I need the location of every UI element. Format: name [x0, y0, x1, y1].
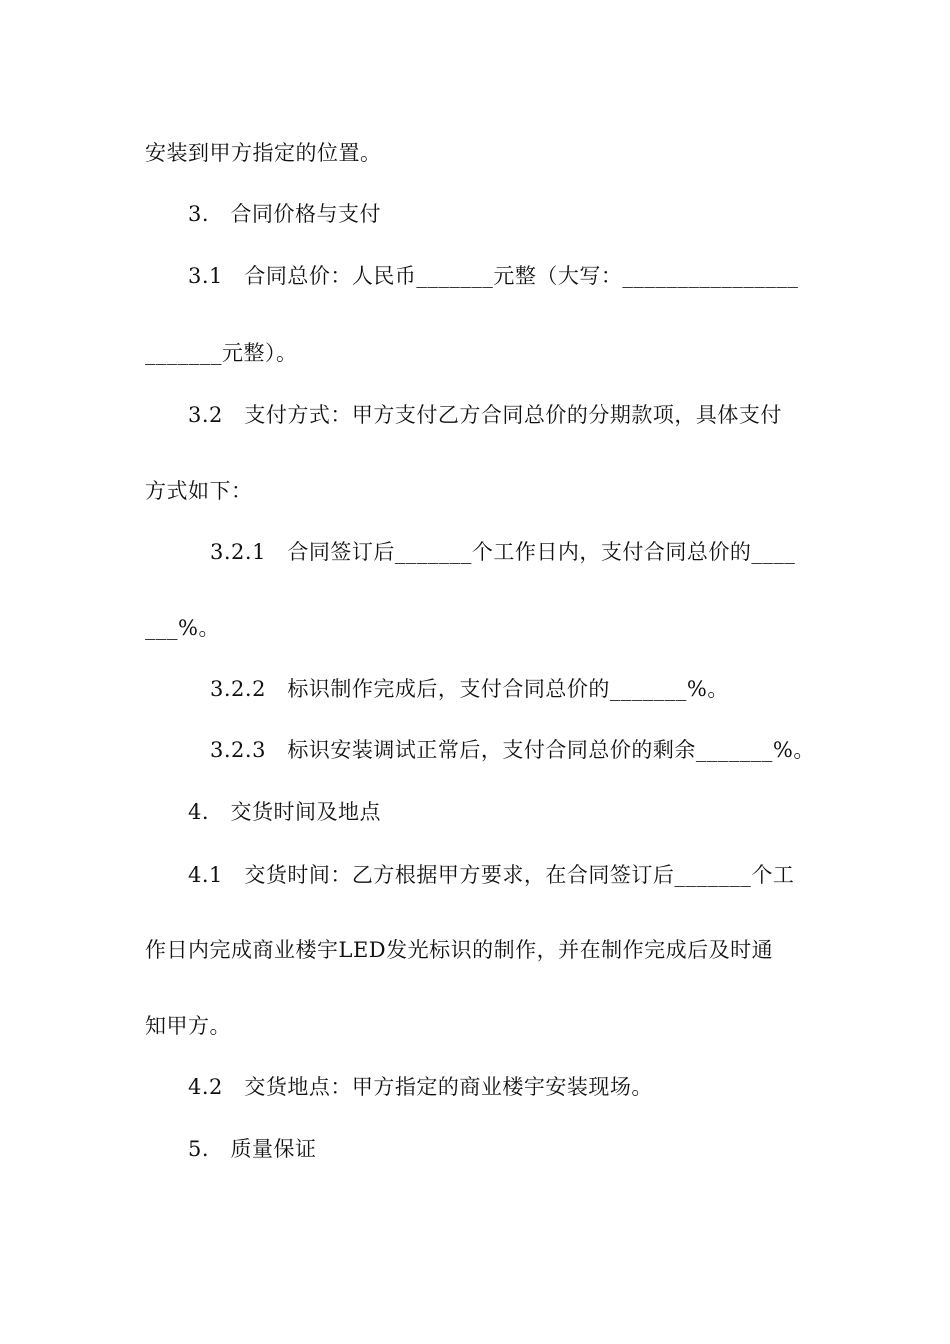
clause-4-2: 4.2 交货地点：甲方指定的商业楼宇安装现场。 [188, 1075, 653, 1099]
clause-3-2-3: 3.2.3 标识安装调试正常后，支付合同总价的剩余_______%。 [210, 738, 815, 762]
paragraph-line: 安装到甲方指定的位置。 [145, 141, 382, 165]
clause-3-2-continued: 方式如下： [145, 479, 253, 503]
clause-4-1-continued-2: 知甲方。 [145, 1014, 231, 1038]
clause-4-1: 4.1 交货时间：乙方根据甲方要求，在合同签订后_______个工 [188, 863, 795, 887]
clause-3-2-1-continued: ___%。 [145, 616, 220, 640]
section-heading-5: 5. 质量保证 [188, 1137, 317, 1161]
clause-4-1-continued: 作日内完成商业楼宇LED发光标识的制作，并在制作完成后及时通 [145, 938, 774, 962]
clause-3-2: 3.2 支付方式：甲方支付乙方合同总价的分期款项，具体支付 [188, 403, 782, 427]
clause-3-2-1: 3.2.1 合同签订后_______个工作日内，支付合同总价的____ [210, 540, 796, 564]
section-heading-3: 3. 合同价格与支付 [188, 202, 382, 226]
clause-3-1: 3.1 合同总价：人民币_______元整（大写：________________ [188, 264, 799, 288]
section-heading-4: 4. 交货时间及地点 [188, 800, 382, 824]
clause-3-2-2: 3.2.2 标识制作完成后，支付合同总价的_______%。 [210, 677, 729, 701]
clause-3-1-continued: _______元整）。 [145, 341, 298, 365]
